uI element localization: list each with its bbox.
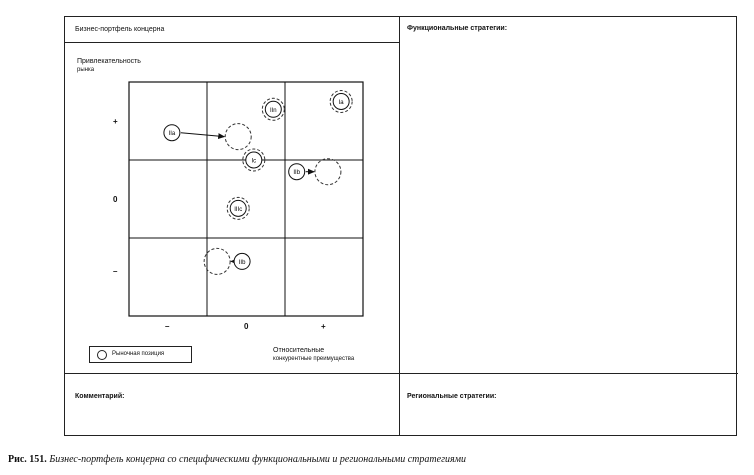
target-position-circle xyxy=(225,124,251,150)
comments-title: Комментарий: xyxy=(75,393,125,400)
business-unit-0 xyxy=(164,124,251,150)
x-axis-label-line2: конкурентные преимущества xyxy=(273,356,355,362)
movement-arrow xyxy=(181,133,224,137)
business-unit-5 xyxy=(227,197,249,219)
matrix-outer-border xyxy=(129,82,363,316)
legend-label: Рыночная позиция xyxy=(112,351,165,357)
horizontal-divider-right xyxy=(399,373,738,374)
caption-number: Рис. 151. xyxy=(8,454,47,465)
portfolio-title: Бизнес-портфель концерна xyxy=(75,26,165,33)
x-tick-minus: – xyxy=(165,322,170,331)
unit-label: IIn xyxy=(269,107,277,114)
business-units xyxy=(164,91,352,275)
business-unit-6 xyxy=(204,248,250,274)
y-axis-label-line2: рынка xyxy=(77,67,95,73)
x-tick-plus: + xyxy=(321,322,326,331)
caption-text: Бизнес-портфель концерна со специфическими функциональными и региональными стратегиями xyxy=(49,454,466,465)
y-tick-minus: – xyxy=(113,267,118,276)
legend-circle-icon xyxy=(97,350,107,360)
legend xyxy=(89,346,192,363)
business-unit-1 xyxy=(262,98,284,120)
y-tick-plus: + xyxy=(113,117,118,126)
matrix-grid xyxy=(129,82,363,316)
business-unit-2 xyxy=(330,91,352,113)
target-position-circle xyxy=(204,248,230,274)
unit-label: Ic xyxy=(251,158,257,165)
x-axis-label xyxy=(273,346,354,364)
figure-caption xyxy=(8,454,466,465)
portfolio-matrix xyxy=(65,17,400,373)
functional-strategies-title: Функциональные стратегии: xyxy=(407,25,508,32)
unit-label: IIa xyxy=(168,131,176,138)
target-position-circle xyxy=(315,159,341,185)
business-unit-3 xyxy=(243,149,265,171)
unit-label: Ia xyxy=(338,100,344,106)
horizontal-divider-left xyxy=(65,373,400,374)
unit-label: IIIc xyxy=(234,206,243,213)
y-axis-label-line1: Привлекательность xyxy=(77,58,141,65)
x-tick-zero: 0 xyxy=(244,322,249,331)
unit-label: IIb xyxy=(293,170,301,177)
business-unit-4 xyxy=(289,159,341,185)
y-tick-zero: 0 xyxy=(113,195,118,204)
figure-frame xyxy=(64,16,737,436)
regional-strategies-title: Региональные стратегии: xyxy=(407,393,497,400)
unit-label: IIb xyxy=(238,259,246,266)
x-axis-label-line1: Относительные xyxy=(273,347,325,354)
